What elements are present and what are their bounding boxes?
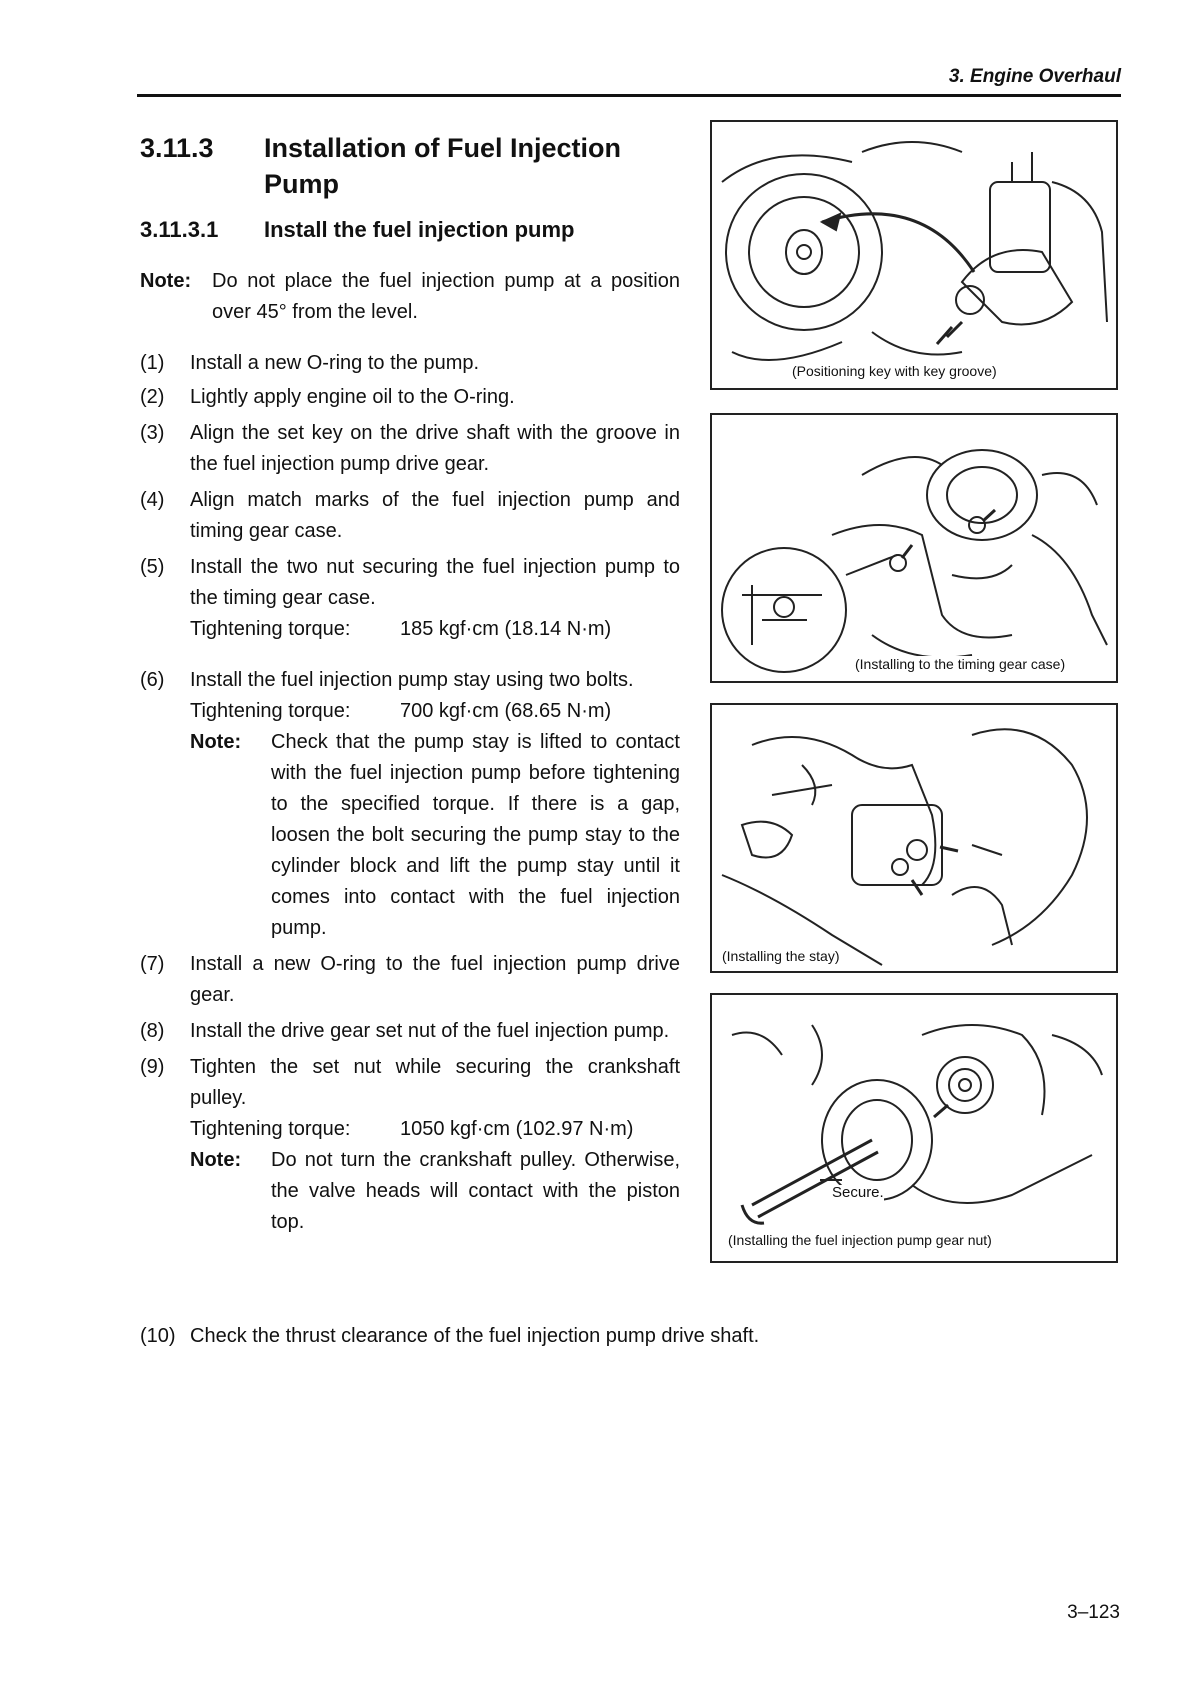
step-number: (9) xyxy=(140,1056,165,1078)
figure-caption: (Installing the fuel injection pump gear nut) xyxy=(728,1232,992,1248)
figure-caption: (Positioning key with key groove) xyxy=(792,363,997,379)
step-number: (6) xyxy=(140,669,165,691)
torque-spec xyxy=(190,1114,680,1145)
note-label: Note: xyxy=(190,731,242,753)
figure-caption: (Installing the stay) xyxy=(722,948,840,964)
figure-drawing xyxy=(712,122,1116,388)
step-number: (2) xyxy=(140,386,165,408)
page-header xyxy=(137,64,1121,97)
step-number: (10) xyxy=(140,1325,176,1347)
step-text: Align match marks of the fuel injection pump and timing gear case. xyxy=(190,489,680,542)
secure-label: Secure. xyxy=(832,1184,884,1201)
figure-drawing xyxy=(712,995,1116,1261)
step-text: Check the thrust clearance of the fuel injection pump drive shaft. xyxy=(190,1325,760,1347)
step-4 xyxy=(140,485,680,547)
torque-spec xyxy=(190,614,680,645)
step-6 xyxy=(140,665,680,944)
step-text: Lightly apply engine oil to the O-ring. xyxy=(190,386,515,408)
step-2 xyxy=(140,382,680,413)
torque-label: Tightening torque: xyxy=(190,700,351,722)
torque-label: Tightening torque: xyxy=(190,1118,351,1140)
subsection-heading xyxy=(140,214,680,260)
note-label: Note: xyxy=(140,270,192,292)
note-text: Do not place the fuel injection pump at a position over 45° from the level. xyxy=(212,270,680,323)
note-text: Do not turn the crankshaft pulley. Otherwise, the valve heads will contact with the piston top. xyxy=(271,1149,680,1233)
note-text: Check that the pump stay is lifted to contact with the fuel injection pump before tightening to the specified torque. If there is a gap, loosen the bolt securing the pump stay to the cylinder block and lift the pump stay until it comes into contact with the fuel injection pump. xyxy=(271,731,680,939)
torque-spec xyxy=(190,696,680,727)
step-text: Install the drive gear set nut of the fuel injection pump. xyxy=(190,1020,670,1042)
step-9 xyxy=(140,1052,680,1238)
step-text: Align the set key on the drive shaft with the groove in the fuel injection pump drive gear. xyxy=(190,422,680,475)
torque-value: 185 kgf·cm (18.14 N·m) xyxy=(400,618,612,640)
subsection-number: 3.11.3.1 xyxy=(140,217,219,242)
page-number: 3–123 xyxy=(1067,1602,1120,1623)
step-number: (5) xyxy=(140,556,165,578)
section-title: Installation of Fuel Injection Pump xyxy=(264,133,622,199)
intro-note xyxy=(140,266,680,328)
step-number: (7) xyxy=(140,953,165,975)
chapter-title: 3. Engine Overhaul xyxy=(948,66,1121,87)
figure-positioning-key xyxy=(710,120,1118,390)
step-number: (8) xyxy=(140,1020,165,1042)
figure-drawing xyxy=(712,705,1116,971)
step-text: Install a new O-ring to the pump. xyxy=(190,352,480,374)
note-label: Note: xyxy=(190,1149,242,1171)
figure-pump-gear-nut xyxy=(710,993,1118,1263)
step-1 xyxy=(140,348,680,379)
step-text: Install the two nut securing the fuel injection pump to the timing gear case. xyxy=(190,556,680,609)
step-text: Tighten the set nut while securing the crankshaft pulley. xyxy=(190,1056,680,1109)
step-note xyxy=(190,1145,680,1238)
procedure-steps xyxy=(140,348,680,1238)
step-note xyxy=(190,727,680,944)
step-number: (4) xyxy=(140,489,165,511)
step-10 xyxy=(140,1321,759,1352)
section-number: 3.11.3 xyxy=(140,133,214,163)
step-3 xyxy=(140,418,680,480)
step-8 xyxy=(140,1016,680,1047)
torque-value: 700 kgf·cm (68.65 N·m) xyxy=(400,700,612,722)
figure-drawing xyxy=(712,415,1116,681)
step-5 xyxy=(140,552,680,645)
subsection-title: Install the fuel injection pump xyxy=(264,217,575,242)
figure-timing-gear-case xyxy=(710,413,1118,683)
figure-caption: (Installing to the timing gear case) xyxy=(855,656,1066,672)
step-text: Install a new O-ring to the fuel injection pump drive gear. xyxy=(190,953,680,1006)
step-number: (3) xyxy=(140,422,165,444)
text-column xyxy=(140,120,680,1238)
torque-label: Tightening torque: xyxy=(190,618,351,640)
torque-value: 1050 kgf·cm (102.97 N·m) xyxy=(400,1118,634,1140)
step-7 xyxy=(140,949,680,1011)
section-heading xyxy=(140,120,680,199)
figure-installing-stay xyxy=(710,703,1118,973)
step-text: Install the fuel injection pump stay using two bolts. xyxy=(190,669,634,691)
step-number: (1) xyxy=(140,352,165,374)
